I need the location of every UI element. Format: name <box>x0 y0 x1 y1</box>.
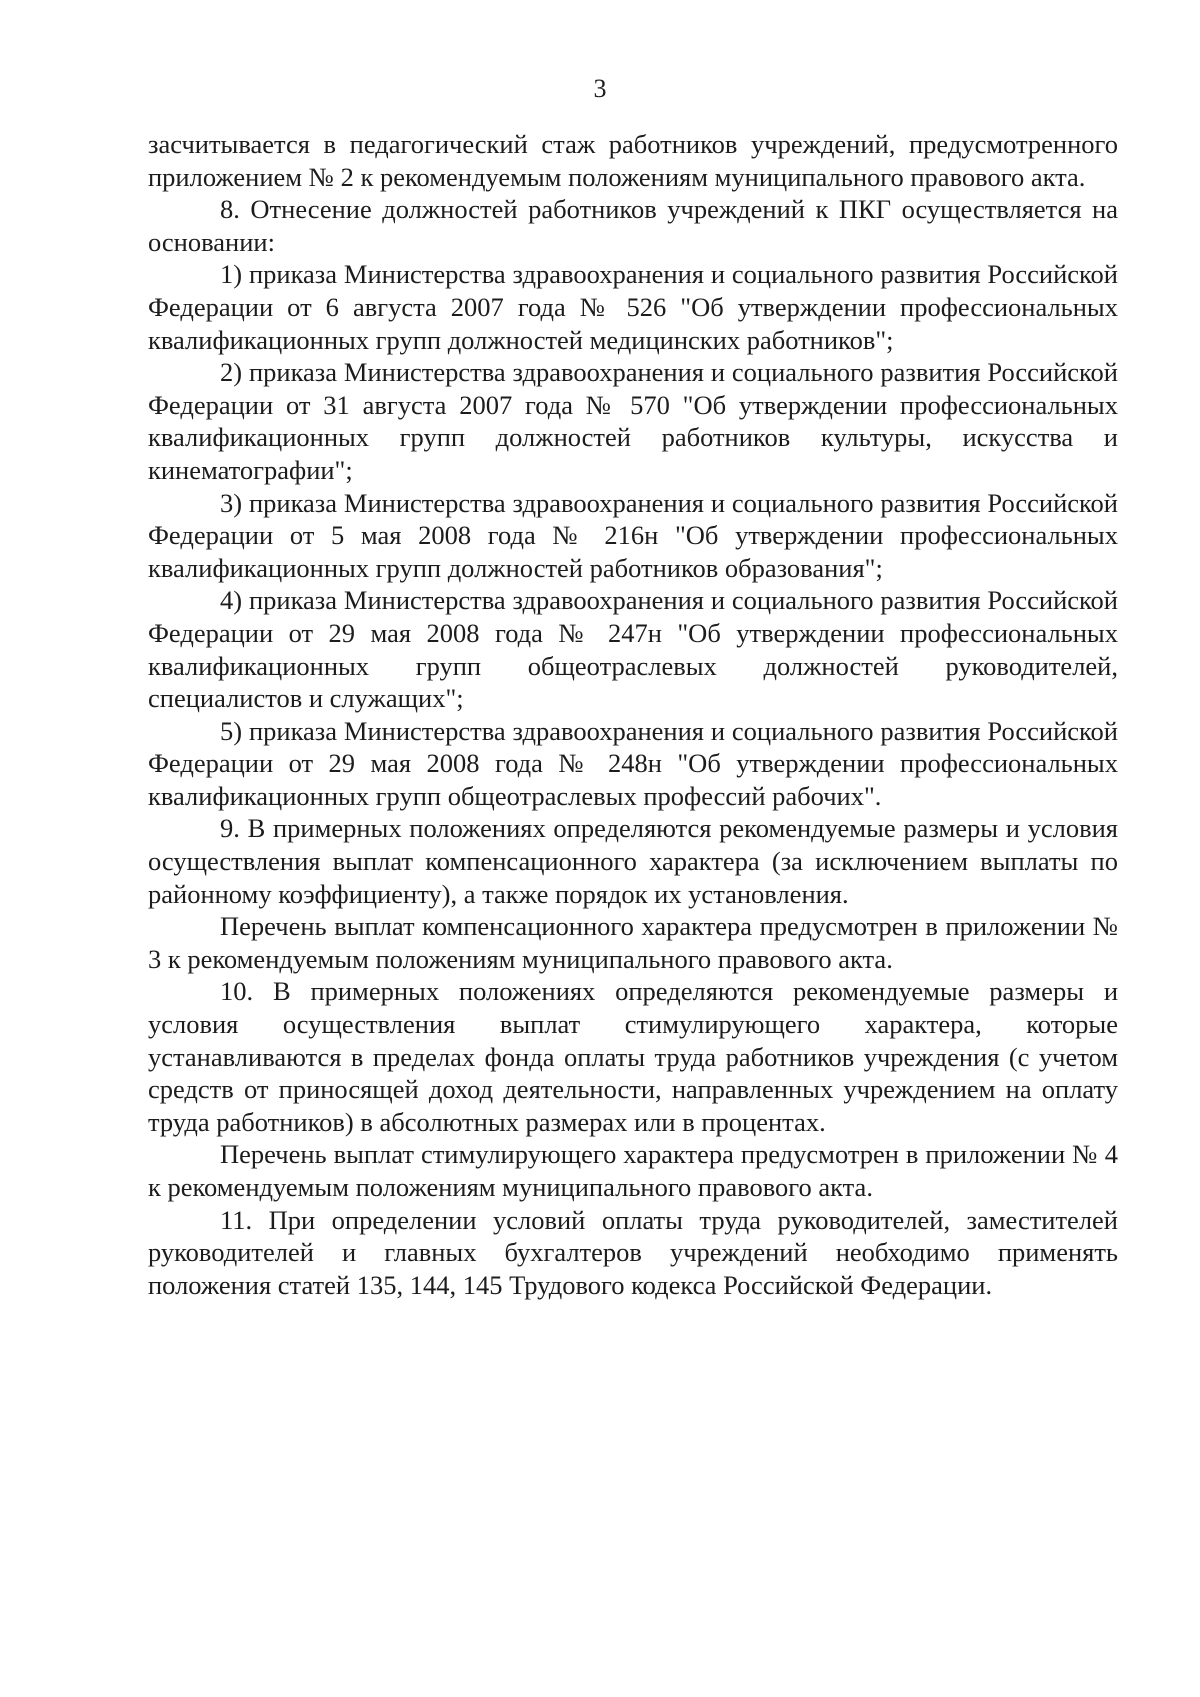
paragraph-stimulating-list: Перечень выплат стимулирующего характера предусмотрен в приложении № 4 к рекомендуемым положениям муниципального правового акта. <box>148 1139 1118 1202</box>
paragraph-8-pkg: 8. Отнесение должностей работников учреждений к ПКГ осуществляется на основании: <box>148 194 1118 257</box>
paragraph-compensation-list: Перечень выплат компенсационного характера предусмотрен в приложении № 3 к рекомендуемым положениям муниципального правового акта. <box>148 911 1118 974</box>
paragraph-9-compensation: 9. В примерных положениях определяются рекомендуемые размеры и условия осуществления выплат компенсационного характера (за исключением выплаты по районному коэффициенту), а также порядок их установления. <box>148 813 1118 909</box>
paragraph-11-managers: 11. При определении условий оплаты труда руководителей, заместителей руководителей и главных бухгалтеров учреждений необходимо применять положения статей 135, 144, 145 Трудового кодекса Российской Федерации. <box>148 1204 1118 1300</box>
list-item-4-order-247n: 4) приказа Министерства здравоохранения и социального развития Российской Федерации от 29 мая 2008 года № 247н "Об утверждении профессиональных квалификационных групп общеотраслевых должностей руководителей, специалистов и служащих"; <box>148 585 1118 714</box>
list-item-5-order-248n: 5) приказа Министерства здравоохранения и социального развития Российской Федерации от 29 мая 2008 года № 248н "Об утверждении профессиональных квалификационных групп общеотраслевых профессий рабочих". <box>148 715 1118 811</box>
document-body <box>148 128 1118 1301</box>
paragraph-10-stimulating: 10. В примерных положениях определяются рекомендуемые размеры и условия осуществления выплат стимулирующего характера, которые устанавливаются в пределах фонда оплаты труда работников учреждения (с учетом средств от приносящей доход деятельности, направленных учреждением на оплату труда работников) в абсолютных размерах или в процентах. <box>148 976 1118 1137</box>
page-number: 3 <box>593 74 607 103</box>
list-item-3-order-216n: 3) приказа Министерства здравоохранения и социального развития Российской Федерации от 5 мая 2008 года № 216н "Об утверждении профессиональных квалификационных групп должностей работников образования"; <box>148 487 1118 583</box>
paragraph-stazh: засчитывается в педагогический стаж работников учреждений, предусмотренного приложением № 2 к рекомендуемым положениям муниципального правового акта. <box>148 129 1118 192</box>
list-item-1-order-526: 1) приказа Министерства здравоохранения и социального развития Российской Федерации от 6 августа 2007 года № 526 "Об утверждении профессиональных квалификационных групп должностей медицинских работников"; <box>148 259 1118 355</box>
list-item-2-order-570: 2) приказа Министерства здравоохранения и социального развития Российской Федерации от 31 августа 2007 года № 570 "Об утверждении профессиональных квалификационных групп должностей работников культуры, искусства и кинематографии"; <box>148 357 1118 485</box>
